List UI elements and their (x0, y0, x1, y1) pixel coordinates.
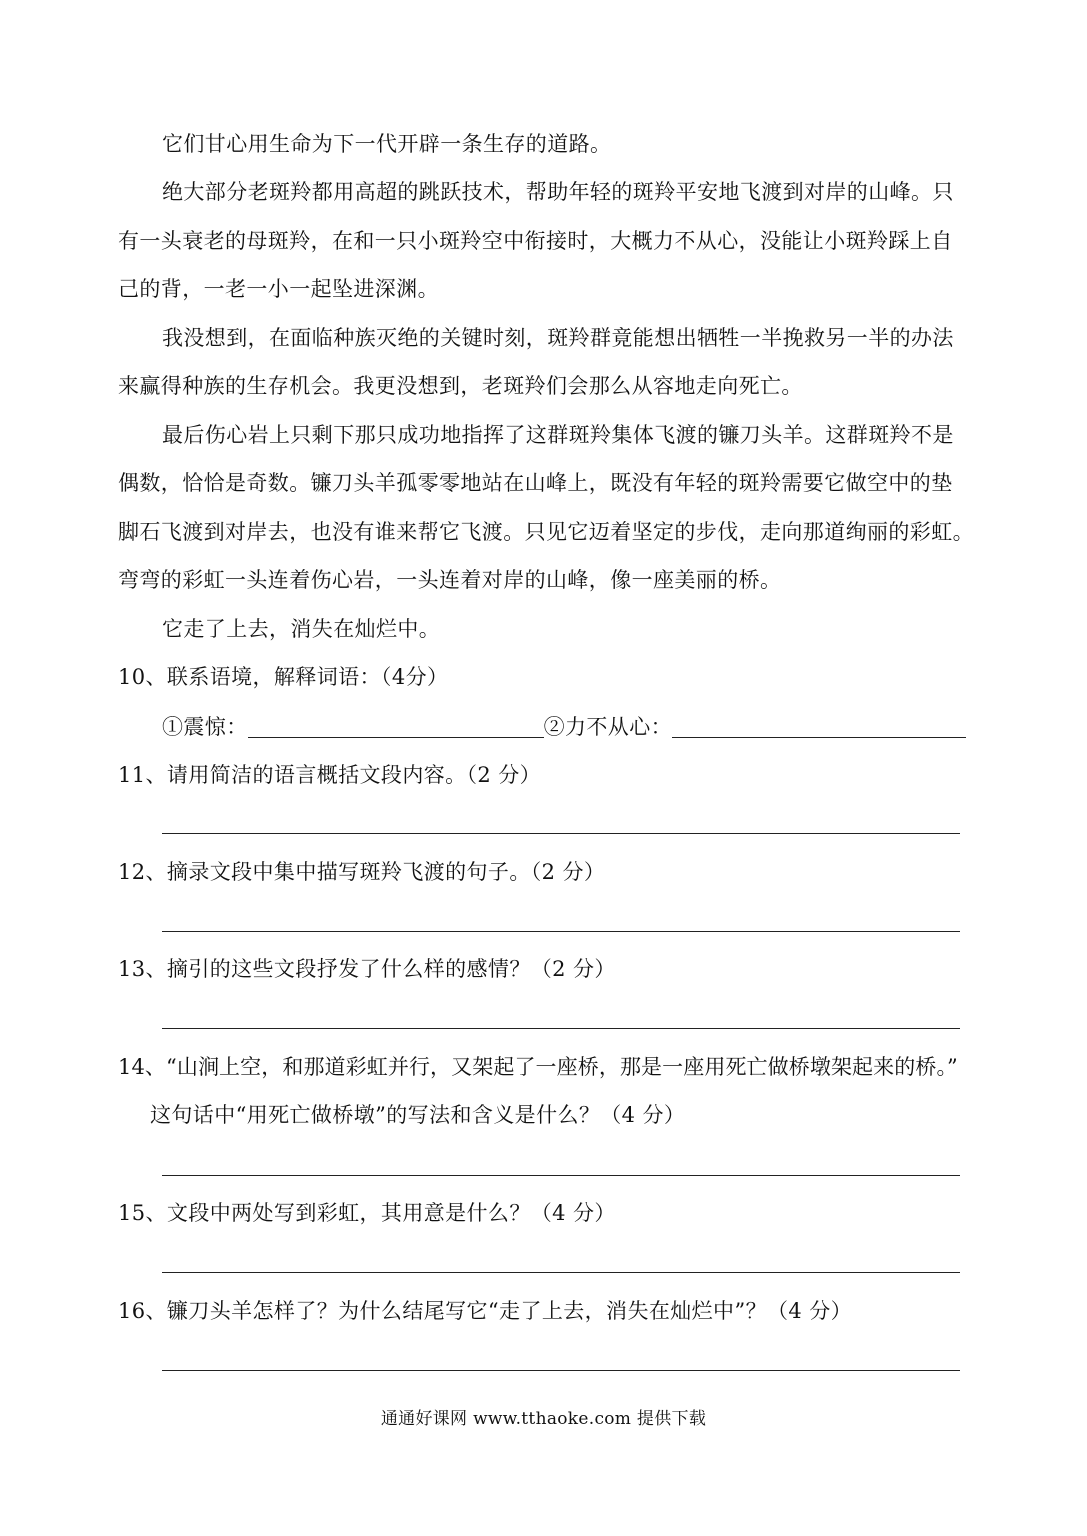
answer-line-15[interactable] (162, 1272, 960, 1273)
passage-line-11: 它走了上去，消失在灿烂中。 (162, 617, 441, 641)
passage-line-7: 最后伤心岩上只剩下那只成功地指挥了这群斑羚集体飞渡的镰刀头羊。这群斑羚不是 (162, 423, 954, 447)
passage-line-8: 偶数，恰恰是奇数。镰刀头羊孤零零地站在山峰上，既没有年轻的斑羚需要它做空中的垫 (118, 471, 953, 495)
answer-line-12[interactable] (162, 931, 960, 932)
question-16: 16、镰刀头羊怎样了？为什么结尾写它“走了上去，消失在灿烂中”？（4 分） (118, 1299, 853, 1323)
answer-line-14[interactable] (162, 1175, 960, 1176)
passage-line-2: 绝大部分老斑羚都用高超的跳跃技术，帮助年轻的斑羚平安地飞渡到对岸的山峰。只 (162, 180, 954, 204)
answer-blank-2[interactable] (672, 715, 966, 738)
answer-line-13[interactable] (162, 1028, 960, 1029)
passage-line-6: 来赢得种族的生存机会。我更没想到，老斑羚们会那么从容地走向死亡。 (118, 374, 803, 398)
passage-line-10: 弯弯的彩虹一头连着伤心岩，一头连着对岸的山峰，像一座美丽的桥。 (118, 568, 782, 592)
passage-line-3: 有一头衰老的母斑羚，在和一只小斑羚空中衔接时，大概力不从心，没能让小斑羚踩上自 (118, 229, 953, 253)
answer-line-16[interactable] (162, 1370, 960, 1371)
question-12: 12、摘录文段中集中描写斑羚飞渡的句子。（2 分） (118, 860, 606, 884)
footer-source: 通通好课网 www.tthaoke.com 提供下载 (380, 1409, 707, 1429)
answer-line-11[interactable] (162, 833, 960, 834)
answer-blank-1[interactable] (248, 715, 544, 738)
question-13: 13、摘引的这些文段抒发了什么样的感情？（2 分） (118, 957, 616, 981)
question-10-item-2-label: ②力不从心： (543, 715, 673, 739)
question-10-items (162, 713, 966, 741)
question-10: 10、联系语境，解释词语：（4分） (118, 665, 449, 689)
question-10-item-1-label: ①震惊： (162, 715, 248, 739)
passage-line-5: 我没想到，在面临种族灭绝的关键时刻，斑羚群竟能想出牺牲一半挽救另一半的办法 (162, 326, 954, 350)
question-15: 15、文段中两处写到彩虹，其用意是什么？（4 分） (118, 1201, 616, 1225)
passage-line-4: 己的背，一老一小一起坠进深渊。 (118, 277, 439, 301)
question-14-line-1: 14、“山涧上空，和那道彩虹并行，又架起了一座桥，那是一座用死亡做桥墩架起来的桥。” (118, 1055, 958, 1079)
question-11: 11、请用简洁的语言概括文段内容。（2 分） (118, 763, 542, 787)
question-14-line-2: 这句话中“用死亡做桥墩”的写法和含义是什么？（4 分） (150, 1103, 686, 1127)
passage-line-1: 它们甘心用生命为下一代开辟一条生存的道路。 (162, 132, 612, 156)
passage-line-9: 脚石飞渡到对岸去，也没有谁来帮它飞渡。只见它迈着坚定的步伐，走向那道绚丽的彩虹。 (118, 520, 974, 544)
